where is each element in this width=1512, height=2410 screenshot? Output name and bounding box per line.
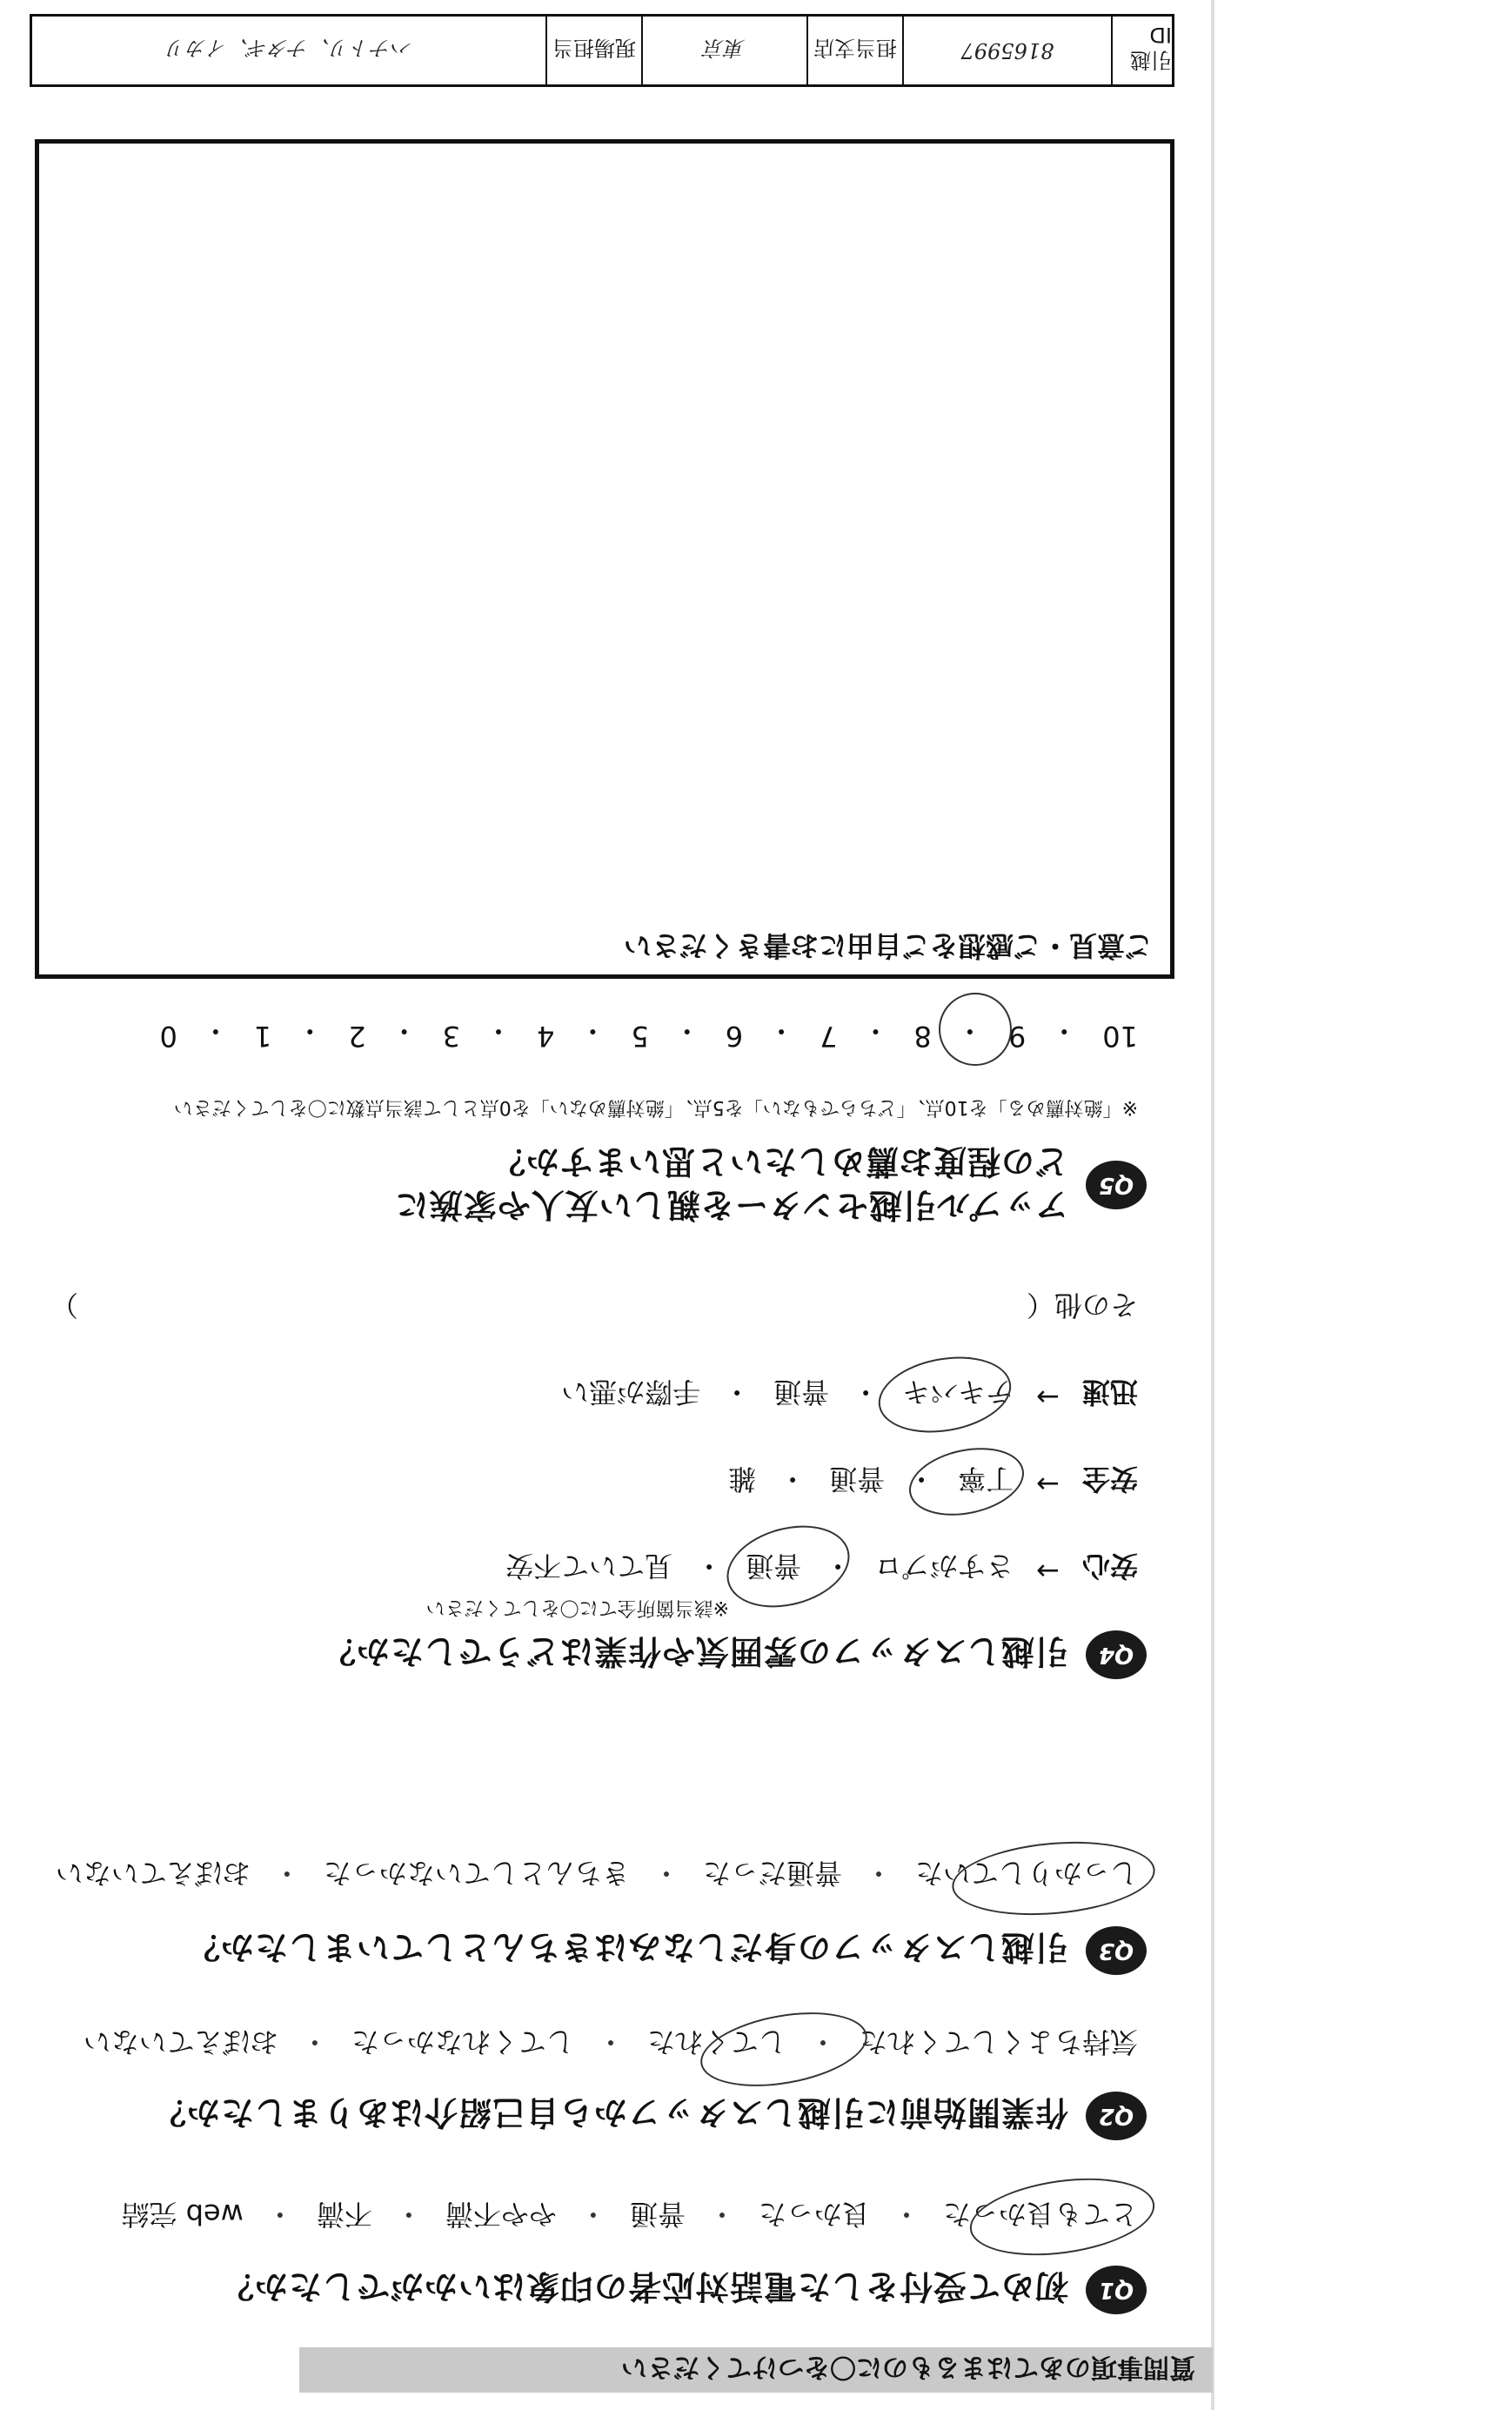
q1-text: 初めて受付をした電話対応者の印象はいかがでしたか？ [219,2267,1068,2306]
q1-options: とても良かった ・ 良かった ・ 普通 ・ やや不満 ・ 不満 ・ web 完結 [121,2196,1138,2236]
q2-options: 気持ちよくしてくれた ・ してくれた ・ してくれなかった ・ おぼえていない [84,2024,1138,2064]
q1-option[interactable]: 良かった [758,2198,870,2231]
q2-option[interactable]: してくれた [646,2025,786,2059]
team-label: 現場担当 [545,17,641,84]
q3-option[interactable]: おぼえていない [55,1857,251,1890]
id-value: 8165997 [902,17,1111,84]
q2-option[interactable]: してくれなかった [351,2025,574,2059]
q2-option[interactable]: 気持ちよくしてくれた [859,2025,1138,2059]
q4-other-label: その他（ [1026,1289,1138,1322]
q3-option[interactable]: 普通だった [702,1857,842,1890]
q1-option[interactable]: やや不満 [445,2198,557,2231]
q5-score[interactable]: 1 [253,1020,272,1053]
q5-text [395,1140,1068,1227]
q4-anshin-answer-circle [718,1513,859,1620]
instruction-header [299,2347,1213,2393]
q4-badge: Q4 [1086,1630,1147,1679]
q5-scale: 10 ・ 9 ・ 8 ・ 7 ・ 6 ・ 5 ・ 4 ・ 3 ・ 2 ・ 1 ・ 0 [159,1014,1138,1053]
info-table [30,14,1174,87]
question-1 [220,2266,1147,2314]
q4-option[interactable]: 見ていて不安 [505,1550,673,1583]
q3-badge: Q3 [1086,1926,1147,1975]
q2-answer-circle [695,2001,873,2098]
q5-note: ※「絶対薦める」を10点、「どちらでもない」を5点、「絶対薦めない」を0点として該当点数に〇をしてください [173,1096,1138,1118]
q4-note: ※該当箇所全てに〇をしてください [425,1597,729,1618]
q5-score[interactable]: 8 [913,1020,932,1053]
question-4 [322,1630,1147,1679]
staff-value: ハナトリ、ナタギ、イカリ [165,36,412,61]
q4-option[interactable]: さすがプロ [874,1550,1014,1583]
q4-option[interactable]: 丁寧 [958,1463,1014,1496]
q4-row-anshin: 安心 → さすがプロ ・ 普通 ・ 見ていて不安 [505,1550,1138,1588]
q4-row-label: 迅速 [1081,1376,1138,1409]
q5-answer-circle [939,993,1012,1066]
q4-row-label: 安全 [1081,1463,1138,1496]
q5-score[interactable]: 0 [159,1020,177,1053]
q4-text: 引越しスタッフの雰囲気や作業はどうでしたか？ [321,1632,1068,1671]
q5-text-line2: どの程度お薦めしたいと思いますか？ [491,1142,1068,1181]
instruction-text: 質問事項のあてはまるものに〇をつけてください [621,2352,1195,2382]
q1-option[interactable]: 普通 [629,2198,686,2231]
q1-answer-circle [965,2168,1160,2266]
q2-option[interactable]: おぼえていない [83,2025,278,2059]
q5-score[interactable]: 10 [1102,1020,1138,1053]
id-label: 引越 ID [1111,17,1172,84]
q4-anzen-answer-circle [903,1438,1030,1525]
q5-score[interactable]: 4 [537,1020,555,1053]
q5-score[interactable]: 3 [442,1020,461,1053]
q4-jinsoku-answer-circle [873,1347,1017,1442]
question-3 [186,1926,1147,1975]
comment-box[interactable] [35,139,1174,979]
q4-option[interactable]: 雑 [728,1463,757,1496]
q5-score[interactable]: 5 [631,1020,649,1053]
q4-other-close: ） [50,1289,79,1322]
q4-option[interactable]: 普通 [829,1463,886,1496]
q1-option[interactable]: web 完結 [121,2198,244,2231]
q3-text: 引越しスタッフの身だしなみはきちんとしていましたか？ [185,1928,1068,1967]
comment-title: ご意見・ご感想をご自由にお書きください [623,929,1153,962]
q4-option[interactable]: テキパキ [902,1376,1014,1409]
branch-value: 東京 [641,17,806,84]
question-5 [395,1140,1147,1227]
paper-edge [1211,0,1214,2410]
q2-badge: Q2 [1086,2092,1147,2140]
q1-option[interactable]: 不満 [316,2198,372,2231]
q5-score[interactable]: 2 [348,1020,366,1053]
q5-score[interactable]: 6 [725,1020,744,1053]
q4-option[interactable]: 普通 [773,1376,830,1409]
q3-option[interactable]: きちんとしていなかった [323,1857,630,1890]
q4-row-label: 安心 [1081,1550,1138,1583]
q5-score[interactable]: 9 [1007,1020,1027,1053]
q1-option[interactable]: とても良かった [942,2198,1138,2231]
q4-other [50,1287,1138,1327]
question-2 [152,2092,1147,2140]
branch-label: 担当支店 [806,17,902,84]
q4-option[interactable]: 普通 [746,1550,802,1583]
q4-row-jinsoku: 迅速 → テキパキ ・ 普通 ・ 手際が悪い [561,1376,1138,1414]
q3-option[interactable]: しっかりしていた [914,1857,1138,1890]
q5-text-line1: アップル引越センターを親しい友人や家族に [394,1186,1068,1224]
q3-options: しっかりしていた ・ 普通だった ・ きちんとしていなかった ・ おぼえていない [56,1855,1138,1895]
q5-score[interactable]: 7 [820,1020,838,1053]
q4-option[interactable]: 手際が悪い [561,1376,701,1409]
q2-text: 作業開始前に引越しスタッフから自己紹介はありましたか？ [151,2093,1068,2132]
q3-answer-circle [949,1834,1158,1923]
q1-badge: Q1 [1086,2266,1147,2314]
q5-badge: Q5 [1086,1161,1147,1209]
q4-row-anzen: 安全 → 丁寧 ・ 普通 ・ 雑 [728,1463,1138,1501]
